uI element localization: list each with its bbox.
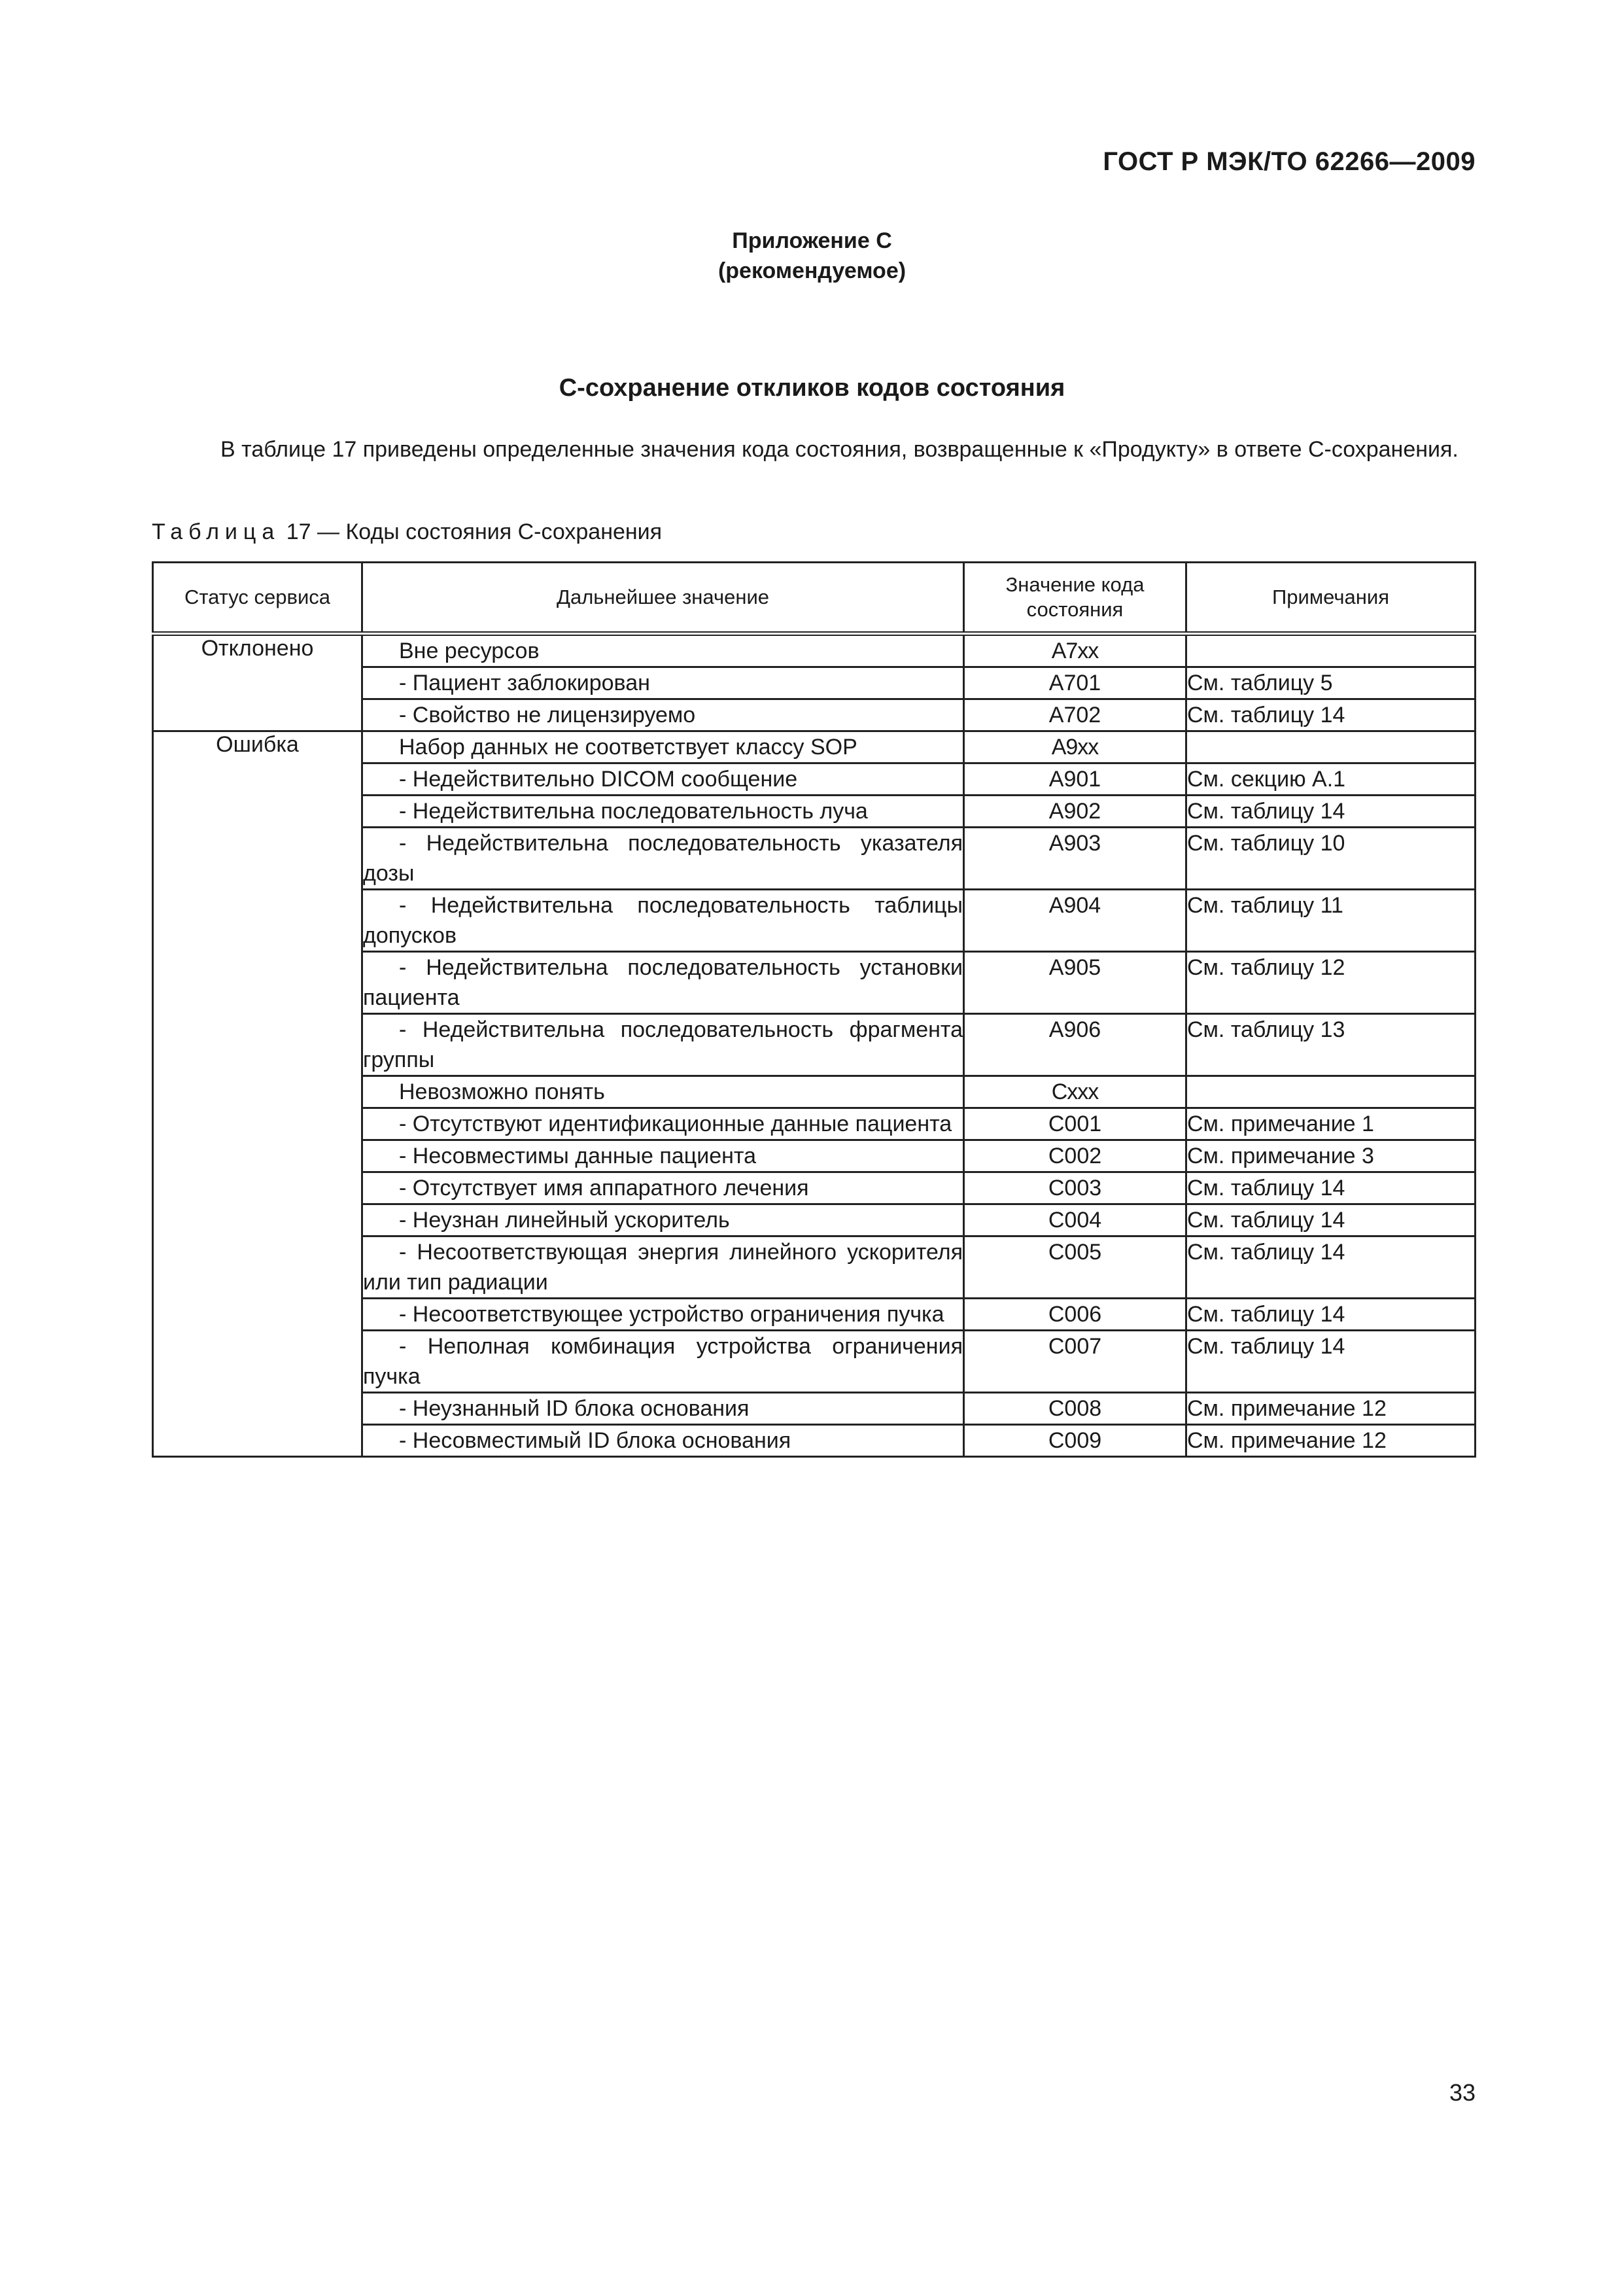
- meaning-cell: [362, 1331, 964, 1393]
- note-cell: См. таблицу 14: [1186, 1236, 1476, 1299]
- note-cell: [1186, 731, 1476, 763]
- meaning-text: - Несовместимы данные пациента: [399, 1144, 756, 1168]
- meaning-text: - Отсутствуют идентификационные данные пациента: [399, 1112, 952, 1136]
- meaning-text: - Неузнан линейный ускоритель: [399, 1208, 730, 1233]
- status-code-cell: C005: [964, 1236, 1186, 1299]
- status-code-cell: C003: [964, 1172, 1186, 1204]
- table-caption-text: 17 — Коды состояния С-сохранения: [280, 519, 663, 544]
- meaning-cell: [362, 890, 964, 952]
- service-status-cell: Ошибка: [153, 731, 362, 1457]
- note-cell: [1186, 1076, 1476, 1108]
- section-title: С-сохранение откликов кодов состояния: [559, 374, 1065, 402]
- note-cell: См. таблицу 14: [1186, 1331, 1476, 1393]
- meaning-text: - Неузнанный ID блока основания: [399, 1396, 750, 1421]
- table-caption-label: Таблица: [152, 519, 281, 544]
- status-code-cell: A904: [964, 890, 1186, 952]
- meaning-text: Вне ресурсов: [399, 639, 540, 663]
- meaning-cell: [362, 1172, 964, 1204]
- meaning-cell: [362, 667, 964, 699]
- meaning-text: - Отсутствует имя аппаратного лечения: [399, 1176, 809, 1200]
- meaning-text: - Пациент заблокирован: [399, 671, 650, 695]
- meaning-cell: [362, 763, 964, 796]
- status-code-cell: A902: [964, 796, 1186, 828]
- status-code-cell: A901: [964, 763, 1186, 796]
- note-cell: См. примечание 12: [1186, 1425, 1476, 1457]
- meaning-cell: [362, 952, 964, 1014]
- status-code-cell: Cxxx: [964, 1076, 1186, 1108]
- appendix-title: Приложение С: [732, 228, 892, 253]
- header-notes: Примечания: [1186, 563, 1476, 634]
- meaning-cell: [362, 1236, 964, 1299]
- note-cell: См. таблицу 11: [1186, 890, 1476, 952]
- status-code-cell: A906: [964, 1014, 1186, 1076]
- standard-designation: ГОСТ Р МЭК/ТО 62266—2009: [1103, 147, 1476, 176]
- meaning-text: - Недействительно DICOM сообщение: [399, 767, 798, 792]
- note-cell: См. таблицу 10: [1186, 828, 1476, 890]
- header-further-meaning: Дальнейшее значение: [362, 563, 964, 634]
- meaning-text: - Несоответствующее устройство ограничения пучка: [399, 1302, 944, 1327]
- status-code-cell: C008: [964, 1393, 1186, 1425]
- status-code-cell: A905: [964, 952, 1186, 1014]
- status-code-cell: C001: [964, 1108, 1186, 1140]
- meaning-cell: [362, 731, 964, 763]
- header-service-status: Статус сервиса: [153, 563, 362, 634]
- meaning-text: - Недействительна последовательность таблицы допусков: [363, 893, 963, 948]
- appendix-status: (рекомендуемое): [717, 258, 907, 283]
- intro-paragraph: В таблице 17 приведены определенные значения кода состояния, возвращенные к «Продукту» в ответе С-сохранения.: [220, 437, 1459, 462]
- meaning-text: - Недействительна последовательность луча: [399, 799, 868, 824]
- appendix-heading: [0, 226, 1624, 286]
- header-status-code: Значение кода состояния: [964, 563, 1186, 634]
- meaning-cell: [362, 1299, 964, 1331]
- status-code-cell: A903: [964, 828, 1186, 890]
- note-cell: См. таблицу 12: [1186, 952, 1476, 1014]
- note-cell: См. таблицу 13: [1186, 1014, 1476, 1076]
- table-header-row: [153, 563, 1476, 634]
- meaning-text: - Недействительна последовательность указателя дозы: [363, 831, 963, 886]
- meaning-cell: [362, 828, 964, 890]
- status-code-cell: C006: [964, 1299, 1186, 1331]
- meaning-text: - Неполная комбинация устройства ограничения пучка: [363, 1334, 963, 1389]
- note-cell: См. примечание 1: [1186, 1108, 1476, 1140]
- table-body: [153, 634, 1476, 1457]
- note-cell: См. таблицу 14: [1186, 699, 1476, 731]
- status-codes-table: [152, 561, 1476, 1458]
- note-cell: См. секцию А.1: [1186, 763, 1476, 796]
- meaning-cell: [362, 1425, 964, 1457]
- note-cell: См. примечание 3: [1186, 1140, 1476, 1172]
- note-cell: См. примечание 12: [1186, 1393, 1476, 1425]
- status-code-cell: A7xx: [964, 634, 1186, 667]
- table-row: [153, 634, 1476, 667]
- status-code-cell: A701: [964, 667, 1186, 699]
- meaning-text: Набор данных не соответствует классу SOP: [399, 735, 857, 760]
- meaning-cell: [362, 1393, 964, 1425]
- status-code-cell: C007: [964, 1331, 1186, 1393]
- status-code-cell: C002: [964, 1140, 1186, 1172]
- meaning-cell: [362, 1014, 964, 1076]
- note-cell: [1186, 634, 1476, 667]
- table-caption: [152, 519, 662, 545]
- meaning-text: - Свойство не лицензируемо: [399, 703, 696, 727]
- meaning-text: - Недействительна последовательность фрагмента группы: [363, 1017, 963, 1072]
- note-cell: См. таблицу 5: [1186, 667, 1476, 699]
- meaning-cell: [362, 1204, 964, 1236]
- meaning-text: - Несовместимый ID блока основания: [399, 1428, 791, 1453]
- meaning-cell: [362, 796, 964, 828]
- status-code-cell: C009: [964, 1425, 1186, 1457]
- meaning-cell: [362, 699, 964, 731]
- meaning-text: Невозможно понять: [399, 1079, 605, 1104]
- status-code-cell: A9xx: [964, 731, 1186, 763]
- meaning-cell: [362, 634, 964, 667]
- note-cell: См. таблицу 14: [1186, 796, 1476, 828]
- status-code-cell: A702: [964, 699, 1186, 731]
- status-code-cell: C004: [964, 1204, 1186, 1236]
- note-cell: См. таблицу 14: [1186, 1172, 1476, 1204]
- table-row: [153, 731, 1476, 763]
- service-status-cell: Отклонено: [153, 634, 362, 731]
- meaning-cell: [362, 1108, 964, 1140]
- meaning-cell: [362, 1076, 964, 1108]
- meaning-cell: [362, 1140, 964, 1172]
- note-cell: См. таблицу 14: [1186, 1204, 1476, 1236]
- note-cell: См. таблицу 14: [1186, 1299, 1476, 1331]
- page-number: 33: [1449, 2079, 1476, 2106]
- meaning-text: - Несоответствующая энергия линейного ускорителя или тип радиации: [363, 1240, 963, 1295]
- meaning-text: - Недействительна последовательность установки пациента: [363, 955, 963, 1010]
